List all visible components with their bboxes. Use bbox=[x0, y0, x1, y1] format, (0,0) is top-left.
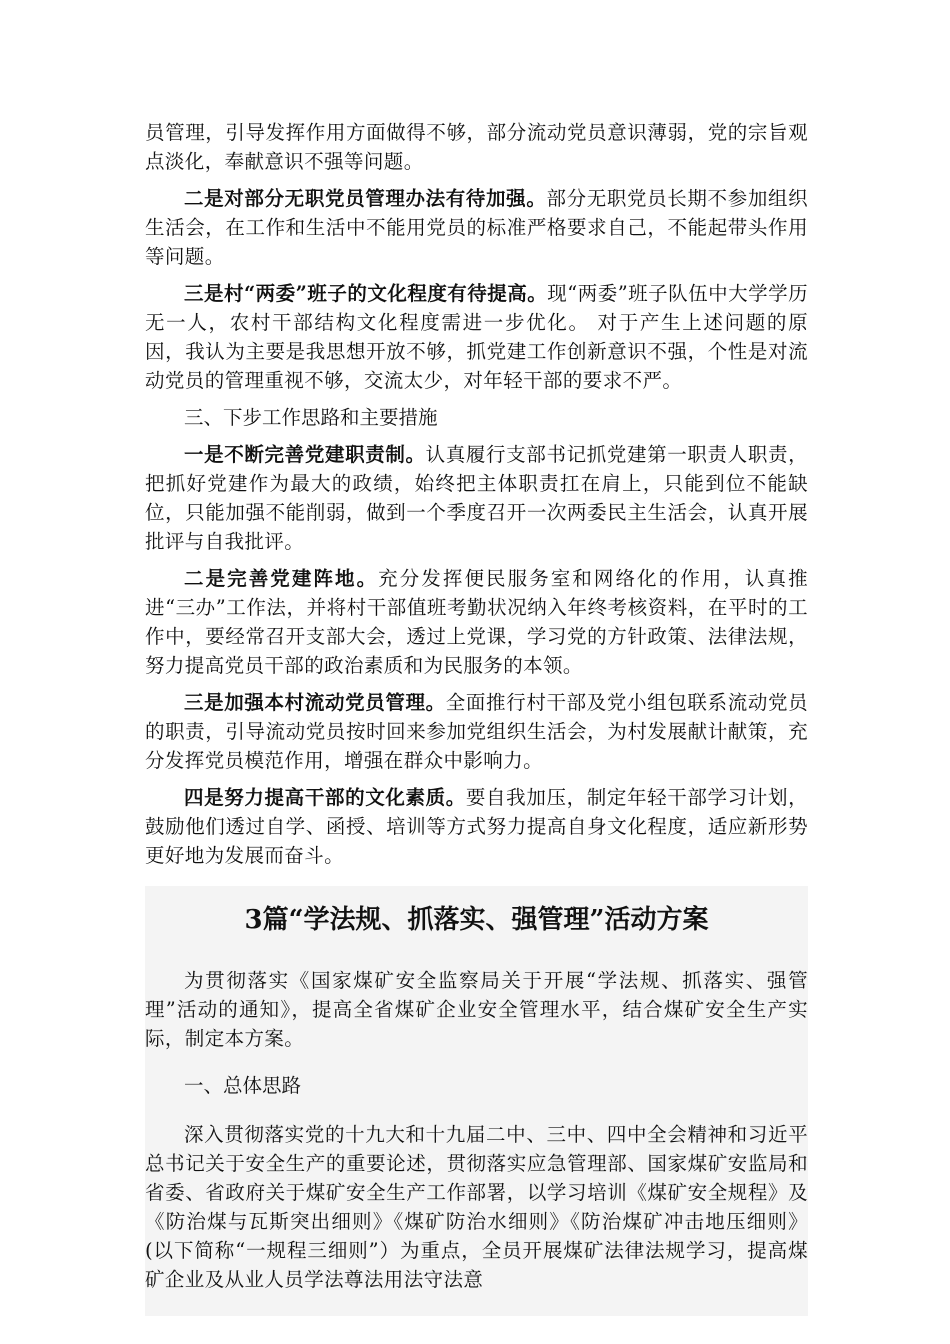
paragraph-issue-2 bbox=[145, 184, 808, 271]
paragraph-issue-3 bbox=[145, 279, 808, 395]
paragraph-lead: 三是村“两委”班子的文化程度有待提高。 bbox=[184, 282, 548, 305]
paragraph-text: 全面推行村干部及党小组包联系流动党员的职责，引导流动党员按时回来参加党组织生活会，为村发展献计献策，充分发挥党员模范作用，增强在群众中影响力。 bbox=[145, 691, 809, 772]
section-heading: 三、下步工作思路和主要措施 bbox=[184, 406, 438, 429]
paragraph-lead: 三是加强本村流动党员管理。 bbox=[184, 691, 446, 714]
article-body-paragraph: 深入贯彻落实党的十九大和十九届二中、三中、四中全会精神和习近平总书记关于安全生产的重要论述，贯彻落实应急管理部、国家煤矿安监局和省委、省政府关于煤矿安全生产工作部署，以学习培训《煤矿安全规程》及《防治煤与瓦斯突出细则》《煤矿防治水细则》《防治煤矿冲击地压细则》(以下简称“一规程三细则”）为重点，全员开展煤矿法律法规学习，提高煤矿企业及从业人员学法尊法用法守法意 bbox=[145, 1123, 808, 1291]
paragraph-lead: 一是不断完善党建职责制。 bbox=[184, 443, 426, 466]
paragraph-lead: 四是努力提高干部的文化素质。 bbox=[184, 786, 466, 809]
paragraph-text: 部分无职党员长期不参加组织生活会，在工作和生活中不能用党员的标准严格要求自己，不能起带头作用等问题。 bbox=[145, 187, 809, 268]
article-section-heading: 一、总体思路 bbox=[184, 1074, 302, 1097]
paragraph-text: 充分发挥便民服务室和网络化的作用，认真推进“三办”工作法，并将村干部值班考勤状况纳入年终考核资料，在平时的工作中，要经常召开支部大会，透过上党课，学习党的方针政策、法律法规，努力提高党员干部的政治素质和为民服务的本领。 bbox=[145, 567, 808, 677]
article-title: 3篇“学法规、抓落实、强管理”活动方案 bbox=[244, 905, 709, 935]
paragraph-text: 现“两委”班子队伍中大学学历无一人，农村干部结构文化程度需进一步优化。 对于产生上述问题的原因，我认为主要是我思想开放不够，抓党建工作创新意识不强，个性是对流动党员的管理重视不够，交流太少，对年轻干部的要求不严。 bbox=[145, 282, 808, 392]
document-body bbox=[145, 118, 808, 1316]
paragraph-lead: 二是对部分无职党员管理办法有待加强。 bbox=[184, 187, 547, 210]
paragraph-continuation: 员管理，引导发挥作用方面做得不够，部分流动党员意识薄弱，党的宗旨观点淡化，奉献意识不强等问题。 bbox=[145, 121, 808, 173]
paragraph-measure-3 bbox=[145, 688, 808, 775]
paragraph-measure-2 bbox=[145, 564, 808, 680]
paragraph-text: 认真履行支部书记抓党建第一职责人职责，把抓好党建作为最大的政绩，始终把主体职责扛在肩上，只能到位不能缺位，只能加强不能削弱，做到一个季度召开一次两委民主生活会，认真开展批评与自我批评。 bbox=[145, 443, 808, 553]
article-intro: 为贯彻落实《国家煤矿安全监察局关于开展“学法规、抓落实、强管理”活动的通知》，提高全省煤矿企业安全管理水平，结合煤矿安全生产实际，制定本方案。 bbox=[145, 969, 808, 1050]
paragraph-lead: 二是完善党建阵地。 bbox=[184, 567, 379, 590]
paragraph-text: 要自我加压，制定年轻干部学习计划，鼓励他们透过自学、函授、培训等方式努力提高自身文化程度，适应新形势更好地为发展而奋斗。 bbox=[145, 786, 808, 867]
article-block bbox=[145, 886, 808, 1316]
paragraph-measure-1 bbox=[145, 440, 808, 556]
paragraph-measure-4 bbox=[145, 783, 808, 870]
